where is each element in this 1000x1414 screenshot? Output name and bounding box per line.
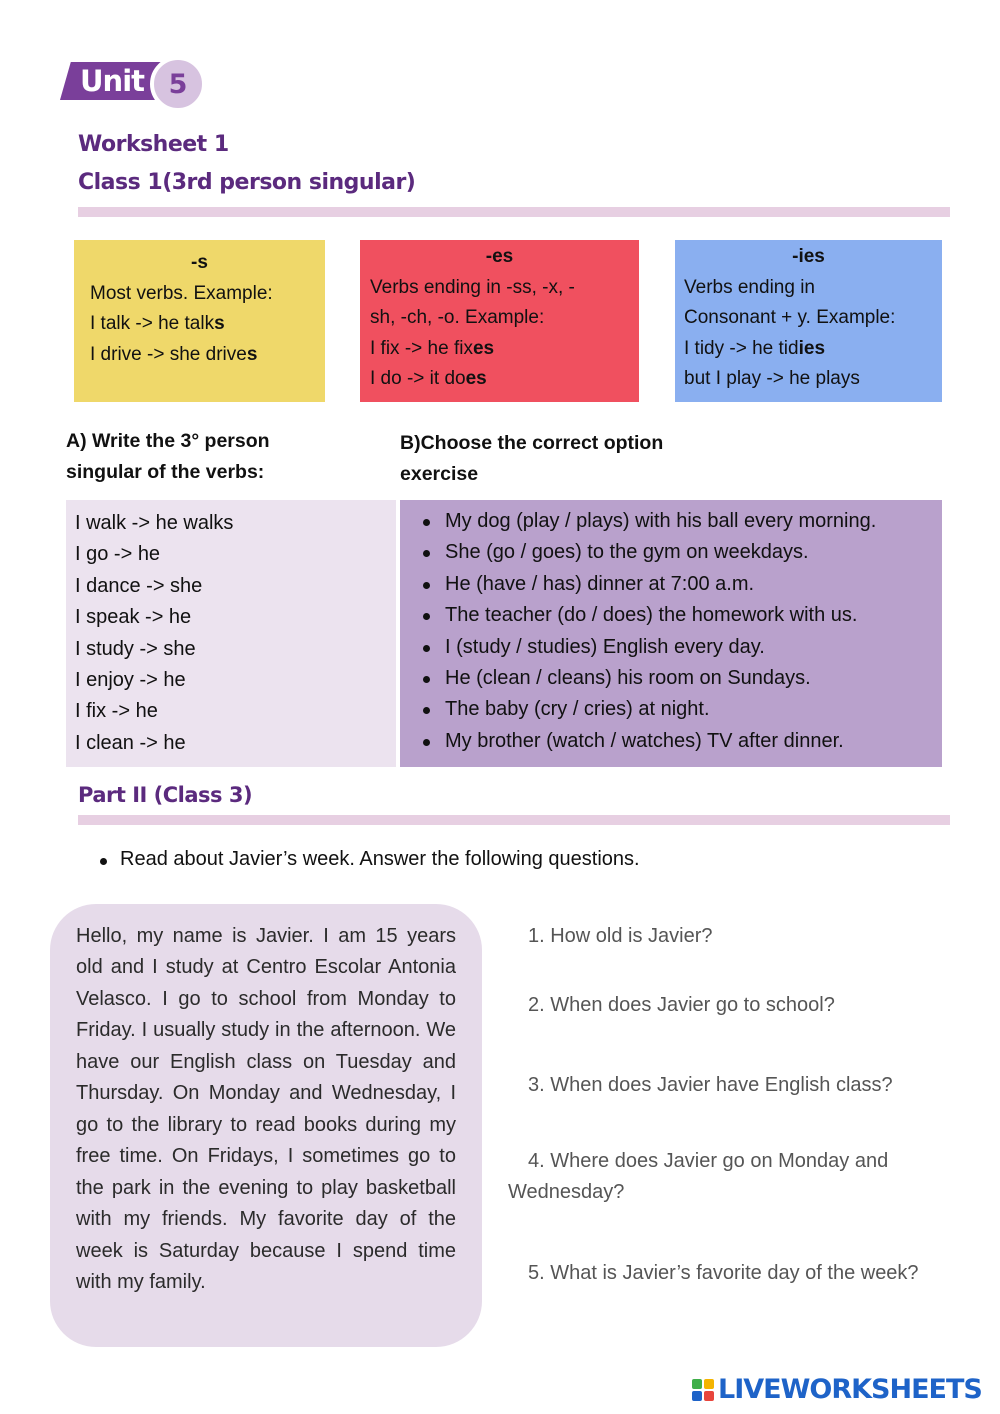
rule-box-s — [74, 240, 325, 402]
list-item[interactable]: The teacher (do / does) the homework with us. — [420, 600, 942, 631]
rule-box-ies — [675, 240, 942, 402]
worksheet-title: Worksheet 1 — [78, 132, 229, 157]
list-item[interactable]: I dance -> she — [75, 574, 203, 597]
liveworksheets-logo-icon — [692, 1379, 714, 1401]
class-subtitle: Class 1(3rd person singular) — [78, 170, 416, 195]
rule-es-title: -es — [485, 246, 514, 267]
rule-ies-example: I tidy -> he tidies — [684, 337, 826, 359]
list-item: I walk -> he walks — [75, 512, 234, 534]
rule-s-line: Most verbs. Example: — [90, 282, 273, 304]
rule-es-example: I fix -> he fixes — [370, 337, 495, 359]
list-item[interactable]: I go -> he — [75, 543, 161, 566]
list-item[interactable]: I enjoy -> he — [75, 669, 186, 692]
unit-number: 5 — [168, 68, 188, 100]
reading-instruction: Read about Javier’s week. Answer the following questions. — [97, 845, 640, 873]
unit-number-circle — [150, 56, 206, 112]
list-item[interactable]: He (have / has) dinner at 7:00 a.m. — [420, 569, 942, 600]
exercise-b-heading: B)Choose the correct option exercise — [400, 432, 664, 485]
exercise-b-box — [400, 500, 942, 767]
rule-es-line: Verbs ending in -ss, -x, - — [370, 276, 575, 298]
list-item[interactable]: He (clean / cleans) his room on Sundays. — [420, 663, 942, 694]
rule-s-example: I drive -> she drives — [90, 343, 258, 365]
list-item[interactable]: I clean -> he — [75, 731, 186, 754]
part-two-divider — [78, 815, 950, 825]
header-divider — [78, 207, 950, 217]
list-item[interactable]: I speak -> he — [75, 606, 192, 629]
question-2[interactable]: 2. When does Javier go to school? — [528, 994, 835, 1016]
rule-ies-title: -ies — [792, 246, 825, 267]
list-item[interactable]: I study -> she — [75, 637, 196, 660]
list-item[interactable]: The baby (cry / cries) at night. — [420, 694, 942, 725]
exercise-a-box — [66, 500, 396, 767]
rule-ies-example: but I play -> he plays — [684, 368, 860, 389]
list-item[interactable]: My dog (play / plays) with his ball every morning. — [420, 506, 942, 537]
unit-label: Unit — [80, 64, 144, 98]
rule-s-title: -s — [191, 252, 208, 273]
rule-ies-line: Verbs ending in — [684, 276, 815, 298]
list-item[interactable]: I fix -> he — [75, 700, 158, 723]
liveworksheets-logo — [692, 1374, 982, 1405]
part-two-title: Part II (Class 3) — [78, 783, 253, 807]
list-item[interactable]: I (study / studies) English every day. — [420, 632, 942, 663]
exercise-a-heading: A) Write the 3° person singular of the verbs: — [66, 430, 270, 483]
rule-s-example: I talk -> he talks — [90, 313, 225, 334]
question-1[interactable]: 1. How old is Javier? — [528, 925, 713, 947]
logo-text: LIVEWORKSHEETS — [718, 1374, 982, 1405]
reading-passage: Hello, my name is Javier. I am 15 years old and I study at Centro Escolar Antonia Velasco. I go to school from Monday to Friday. I usually study in the afternoon. We have our English class on Tuesday and Thursday. On Monday and Wednesday, I go to the library to read books during my free time. On Fridays, I sometimes go to the park in the evening to play basketball with my friends. My favorite day of the week is Saturday because I spend time with my family. — [50, 904, 482, 1347]
rule-box-es — [360, 240, 639, 402]
list-item[interactable]: My brother (watch / watches) TV after dinner. — [420, 726, 942, 757]
rule-es-line: sh, -ch, -o. Example: — [370, 307, 545, 328]
question-5[interactable]: 5. What is Javier’s favorite day of the week? — [528, 1262, 919, 1284]
rule-es-example: I do -> it does — [370, 368, 487, 389]
list-item[interactable]: She (go / goes) to the gym on weekdays. — [420, 537, 942, 568]
rule-ies-line: Consonant + y. Example: — [684, 307, 896, 328]
exercise-b-list — [420, 506, 942, 757]
unit-badge — [60, 56, 210, 112]
question-3[interactable]: 3. When does Javier have English class? — [528, 1074, 893, 1096]
question-4[interactable]: 4. Where does Javier go on Monday and Wednesday? — [508, 1150, 889, 1203]
